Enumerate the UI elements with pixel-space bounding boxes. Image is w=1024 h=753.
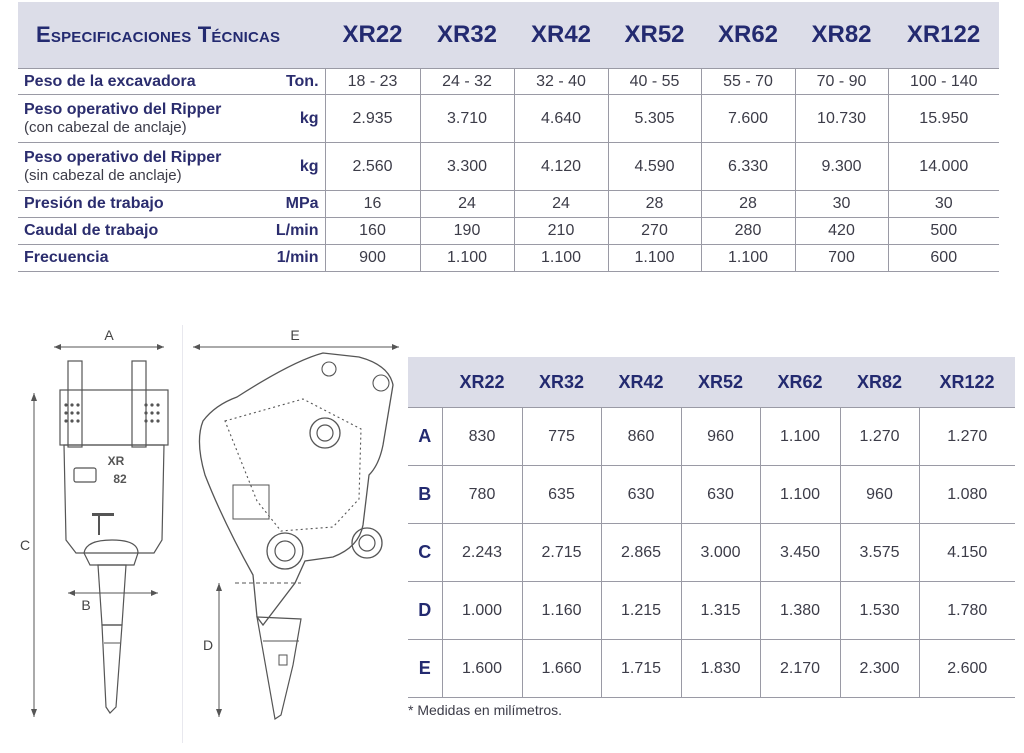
spec-row-label	[18, 245, 258, 272]
dims-model-header: XR62	[760, 357, 840, 408]
dims-cell: 1.270	[919, 408, 1015, 466]
spec-cell: 3.300	[420, 143, 514, 191]
dims-cell: 2.300	[840, 640, 919, 698]
spec-cell: 4.640	[514, 95, 608, 143]
spec-cell: 1.100	[420, 245, 514, 272]
spec-cell: 32 - 40	[514, 69, 608, 95]
spec-cell: 28	[701, 191, 795, 218]
spec-cell: 190	[420, 218, 514, 245]
spec-row-label	[18, 95, 258, 143]
spec-row-unit: kg	[258, 95, 325, 143]
spec-cell: 3.710	[420, 95, 514, 143]
spec-cell: 24	[514, 191, 608, 218]
dim-b-label: B	[81, 597, 91, 613]
dim-a-label: A	[104, 327, 114, 343]
spec-row	[18, 191, 999, 218]
dims-model-header: XR22	[442, 357, 522, 408]
dims-row	[408, 466, 1015, 524]
spec-row-label	[18, 191, 258, 218]
dim-d-label: D	[203, 637, 214, 653]
spec-cell: 24 - 32	[420, 69, 514, 95]
spec-row-label-text: Peso operativo del Ripper	[24, 148, 222, 166]
dims-cell: 1.780	[919, 582, 1015, 640]
spec-cell: 100 - 140	[888, 69, 999, 95]
dims-cell: 960	[681, 408, 760, 466]
spec-cell: 18 - 23	[325, 69, 420, 95]
dims-cell: 1.160	[522, 582, 601, 640]
dims-cell: 780	[442, 466, 522, 524]
dims-cell: 1.830	[681, 640, 760, 698]
spec-cell: 4.590	[608, 143, 701, 191]
dims-cell: 1.215	[601, 582, 681, 640]
spec-cell: 10.730	[795, 95, 888, 143]
spec-row-label	[18, 69, 258, 95]
emblem-xr: XR	[107, 454, 125, 468]
dims-cell: 2.715	[522, 524, 601, 582]
spec-model-header: XR42	[514, 2, 608, 69]
spec-cell: 280	[701, 218, 795, 245]
spec-cell: 160	[325, 218, 420, 245]
spec-cell: 4.120	[514, 143, 608, 191]
dims-model-header: XR52	[681, 357, 760, 408]
dims-cell: 2.170	[760, 640, 840, 698]
dims-row-label: C	[408, 524, 442, 582]
spec-row-label	[18, 143, 258, 191]
spec-cell: 6.330	[701, 143, 795, 191]
spec-row-unit: MPa	[258, 191, 325, 218]
dims-model-header: XR122	[919, 357, 1015, 408]
dims-cell: 3.575	[840, 524, 919, 582]
spec-cell: 40 - 55	[608, 69, 701, 95]
emblem-model: 82	[113, 472, 127, 486]
spec-cell: 210	[514, 218, 608, 245]
dims-cell: 1.080	[919, 466, 1015, 524]
dims-cell: 635	[522, 466, 601, 524]
dim-e-label: E	[290, 327, 300, 343]
spec-row	[18, 143, 999, 191]
dims-corner-cell	[408, 357, 442, 408]
dims-row-label: E	[408, 640, 442, 698]
spec-row	[18, 69, 999, 95]
spec-row-sublabel: (con cabezal de anclaje)	[24, 118, 187, 136]
spec-cell: 55 - 70	[701, 69, 795, 95]
spec-row-label-text: Peso operativo del Ripper	[24, 100, 222, 118]
dims-cell: 2.243	[442, 524, 522, 582]
spec-cell: 28	[608, 191, 701, 218]
dims-cell: 1.100	[760, 408, 840, 466]
dims-cell: 630	[601, 466, 681, 524]
dims-cell: 630	[681, 466, 760, 524]
spec-row-label-text: Frecuencia	[24, 249, 109, 266]
spec-cell: 1.100	[701, 245, 795, 272]
spec-row	[18, 95, 999, 143]
dims-row-label: B	[408, 466, 442, 524]
spec-cell: 30	[888, 191, 999, 218]
spec-row	[18, 245, 999, 272]
dims-row	[408, 582, 1015, 640]
dims-cell: 4.150	[919, 524, 1015, 582]
dims-cell: 1.715	[601, 640, 681, 698]
dims-header-row	[408, 357, 1015, 408]
dims-cell: 1.660	[522, 640, 601, 698]
dims-cell: 1.270	[840, 408, 919, 466]
spec-row-label-text: Caudal de trabajo	[24, 222, 159, 239]
spec-row-unit: kg	[258, 143, 325, 191]
spec-cell: 2.560	[325, 143, 420, 191]
spec-cell: 9.300	[795, 143, 888, 191]
dims-cell: 3.000	[681, 524, 760, 582]
dim-c-label: C	[20, 537, 31, 553]
spec-cell: 30	[795, 191, 888, 218]
dims-cell: 1.600	[442, 640, 522, 698]
spec-cell: 270	[608, 218, 701, 245]
ripper-side-drawing	[182, 325, 407, 743]
dims-row	[408, 408, 1015, 466]
spec-model-header: XR22	[325, 2, 420, 69]
spec-row-label-text: Presión de trabajo	[24, 195, 164, 212]
dims-model-header: XR42	[601, 357, 681, 408]
ripper-front-drawing	[16, 325, 182, 743]
spec-model-header: XR32	[420, 2, 514, 69]
spec-row-label	[18, 218, 258, 245]
dims-cell: 1.000	[442, 582, 522, 640]
dims-cell: 2.865	[601, 524, 681, 582]
spec-row-unit: 1/min	[258, 245, 325, 272]
spec-row-sublabel: (sin cabezal de anclaje)	[24, 166, 182, 184]
spec-cell: 15.950	[888, 95, 999, 143]
spec-row	[18, 218, 999, 245]
units-note: * Medidas en milímetros.	[408, 702, 563, 718]
spec-cell: 600	[888, 245, 999, 272]
spec-cell: 7.600	[701, 95, 795, 143]
spec-table	[18, 2, 999, 272]
spec-cell: 24	[420, 191, 514, 218]
spec-model-header: XR52	[608, 2, 701, 69]
dims-cell: 1.100	[760, 466, 840, 524]
spec-model-header: XR122	[888, 2, 999, 69]
spec-cell: 70 - 90	[795, 69, 888, 95]
dims-row	[408, 640, 1015, 698]
spec-cell: 700	[795, 245, 888, 272]
dims-cell: 860	[601, 408, 681, 466]
dims-cell: 3.450	[760, 524, 840, 582]
spec-title: Especificaciones Técnicas	[18, 2, 325, 69]
spec-cell: 1.100	[514, 245, 608, 272]
dims-cell: 1.315	[681, 582, 760, 640]
dims-cell: 960	[840, 466, 919, 524]
dims-model-header: XR32	[522, 357, 601, 408]
spec-cell: 1.100	[608, 245, 701, 272]
dims-model-header: XR82	[840, 357, 919, 408]
dims-row	[408, 524, 1015, 582]
dims-row-label: A	[408, 408, 442, 466]
dims-row-label: D	[408, 582, 442, 640]
spec-cell: 14.000	[888, 143, 999, 191]
spec-cell: 500	[888, 218, 999, 245]
spec-row-unit: L/min	[258, 218, 325, 245]
spec-cell: 900	[325, 245, 420, 272]
spec-cell: 5.305	[608, 95, 701, 143]
dims-cell: 775	[522, 408, 601, 466]
spec-row-label-text: Peso de la excavadora	[24, 72, 196, 90]
dimensions-table	[408, 357, 1015, 698]
dims-cell: 830	[442, 408, 522, 466]
dims-cell: 1.380	[760, 582, 840, 640]
spec-cell: 2.935	[325, 95, 420, 143]
spec-row-unit: Ton.	[258, 69, 325, 95]
spec-model-header: XR82	[795, 2, 888, 69]
spec-cell: 420	[795, 218, 888, 245]
dims-cell: 1.530	[840, 582, 919, 640]
spec-cell: 16	[325, 191, 420, 218]
dims-cell: 2.600	[919, 640, 1015, 698]
spec-model-header: XR62	[701, 2, 795, 69]
spec-header-row	[18, 2, 999, 69]
